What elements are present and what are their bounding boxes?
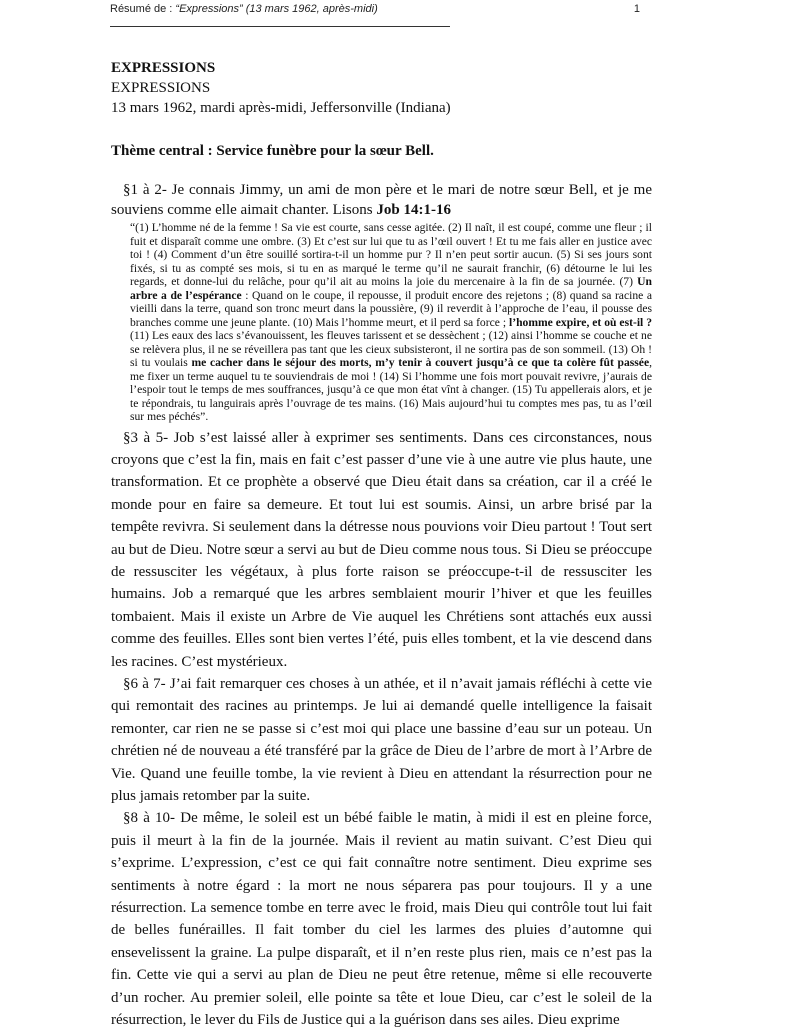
- paragraph-4: §8 à 10- De même, le soleil est un bébé faible le matin, à midi il est en pleine force, puis il meurt à la fin de la journée. Mais il revient au matin suivant. C’est Dieu qui s’exprime. L’expression, c’est ce qui fait connaître notre sentiment. Dieu exprime ses sentiments à notre égard : la mort ne nous séparera pas pour toujours. Il y a une résurrection. La semence tombe en terre avec le froid, mais Dieu qui contrôle tout lui fait de belles funérailles. Il fait tomber du ciel les larmes des pluies d’automne qui ensevelissent la graine. La pulpe disparaît, et il n’en reste plus rien, mais ce n’est pas la fin. Cette vie qui a servi au plan de Dieu ne peut être retenue, même si elle recouverte d’un rocher. Au premier soleil, elle pointe sa tête et loue Dieu, car c’est le soleil de la résurrection, le lever du Fils de Justice qui a la guérison dans ses ailes. Dieu exprime: [111, 810, 652, 1029]
- header-prefix: Résumé de :: [110, 3, 176, 15]
- quote-part-2: : Quand on le coupe, il repousse, il produit encore des rejetons ; (8) quand sa racine a vieilli dans la terre, quand son tronc meurt dans la poussière, (9) il reverdit à l’approche de l’eau, il pousse des branches comme une jeune plante. (10) Mais l’homme meurt, et il perd sa force ;: [130, 288, 652, 329]
- paragraph-2: §3 à 5- Job s’est laissé aller à exprimer ses sentiments. Dans ces circonstances, nous croyons que c’est la fin, mais en fait c’est passer d’une vie à une autre vie plus haute, une transformation. Et ce prophète a observé que Dieu était dans sa création, car il a créé le monde pour en faire sa demeure. Et tout lui est soumis. Ainsi, un arbre brisé par la tempête revivra. Si seulement dans la détresse nous pouvions voir Dieu partout ! Tout sert au but de Dieu. Notre sœur a servi au but de Dieu comme nous tous. Si Dieu se préoccupe de ressusciter les végétaux, à plus forte raison se préoccupe-t-il de ressusciter les humains. Job a remarqué que les arbres semblaient mourir l’hiver et que les feuilles tombaient. Mais il existe un Arbre de Vie auquel les Chrétiens sont attachés eux aussi comme des feuilles. Elles sont bien vertes l’été, puis elles tombent, et la vie descend dans les racines. C’est mystérieux.: [111, 429, 652, 670]
- header-doc-title: “Expressions” (13 mars 1962, après-midi): [175, 3, 378, 15]
- quote-part-1: “(1) L’homme né de la femme ! Sa vie est courte, sans cesse agitée. (2) Il naît, il est coupé, comme une fleur ; il fuit et disparaît comme une ombre. (3) Et c’est sur lui que tu as l’œil ouvert ! Et tu me fais aller en justice avec toi ! (4) Comment d’un être souillé sortira-t-il un homme pur ? Il n’en peut sortir aucun. (5) Si ses jours sont fixés, si tu as compté ses mois, si tu en as marqué le terme qu’il ne saurait franchir, (6) détourne le lui les regards, et donne-lui du relâche, pour qu’il ait au moins la joie du mercenaire à la fin de sa journée. (7): [130, 221, 652, 288]
- quote-bold-3: me cacher dans le séjour des morts, m’y tenir à couvert jusqu’à ce que ta colère fût passée: [191, 356, 650, 369]
- scripture-quote: [130, 221, 652, 424]
- document-subtitle: 13 mars 1962, mardi après-midi, Jeffersonville (Indiana): [111, 100, 451, 116]
- quote-bold-1: Un arbre a de l’espérance: [130, 275, 652, 302]
- document-body: [111, 58, 652, 1031]
- page-number: 1: [633, 3, 640, 15]
- running-header: [110, 3, 640, 15]
- document-title: EXPRESSIONS: [111, 80, 211, 96]
- paragraph-1-text: §1 à 2- Je connais Jimmy, un ami de mon père et le mari de notre sœur Bell, et je me souviens comme elle aimait chanter. Lisons: [111, 182, 652, 218]
- central-theme: Thème central : Service funèbre pour la sœur Bell.: [111, 143, 434, 159]
- paragraph-3: §6 à 7- J’ai fait remarquer ces choses à un athée, et il n’avait jamais réfléchi à cette vie qui remontait des racines au printemps. Je lui ai demandé quelle intelligence la faisait remonter, car rien ne se passe si c’est moi qui place une bassine d’eau sur un poteau. Un chrétien né de nouveau a été transféré par la grâce de Dieu de l’arbre de mort à l’Arbre de Vie. Quand une feuille tombe, la vie revient à Dieu en attendant la résurrection pour ne plus jamais retomber par la suite.: [111, 675, 652, 804]
- scripture-reference: Job 14:1-16: [376, 202, 451, 218]
- paragraph-1: [111, 180, 652, 220]
- header-rule: [110, 26, 450, 27]
- quote-part-4: , me fixer un terme auquel tu te souviendrais de moi ! (14) Si l’homme une fois mort pouvait revivre, j’aurais de l’espoir tout le temps de mes souffrances, jusqu’à ce que mon état vînt à changer. (15) Tu appellerais alors, et je te répondrais, tu languirais après l’ouvrage de tes mains. (16) Mais aujourd’hui tu comptes mes pas, tu as l’œil sur mes péchés”.: [130, 356, 652, 423]
- document-title-bold: EXPRESSIONS: [111, 60, 216, 76]
- quote-part-3: (11) Les eaux des lacs s’évanouissent, les fleuves tarissent et se dessèchent ; (12) ainsi l’homme se couche et ne se relèvera plus, il ne se réveillera pas tant que les cieux subsisteront, il ne sortira pas de son sommeil. (13) Oh ! si tu voulais: [130, 329, 652, 369]
- quote-bold-2: l’homme expire, et où est-il ?: [509, 315, 653, 329]
